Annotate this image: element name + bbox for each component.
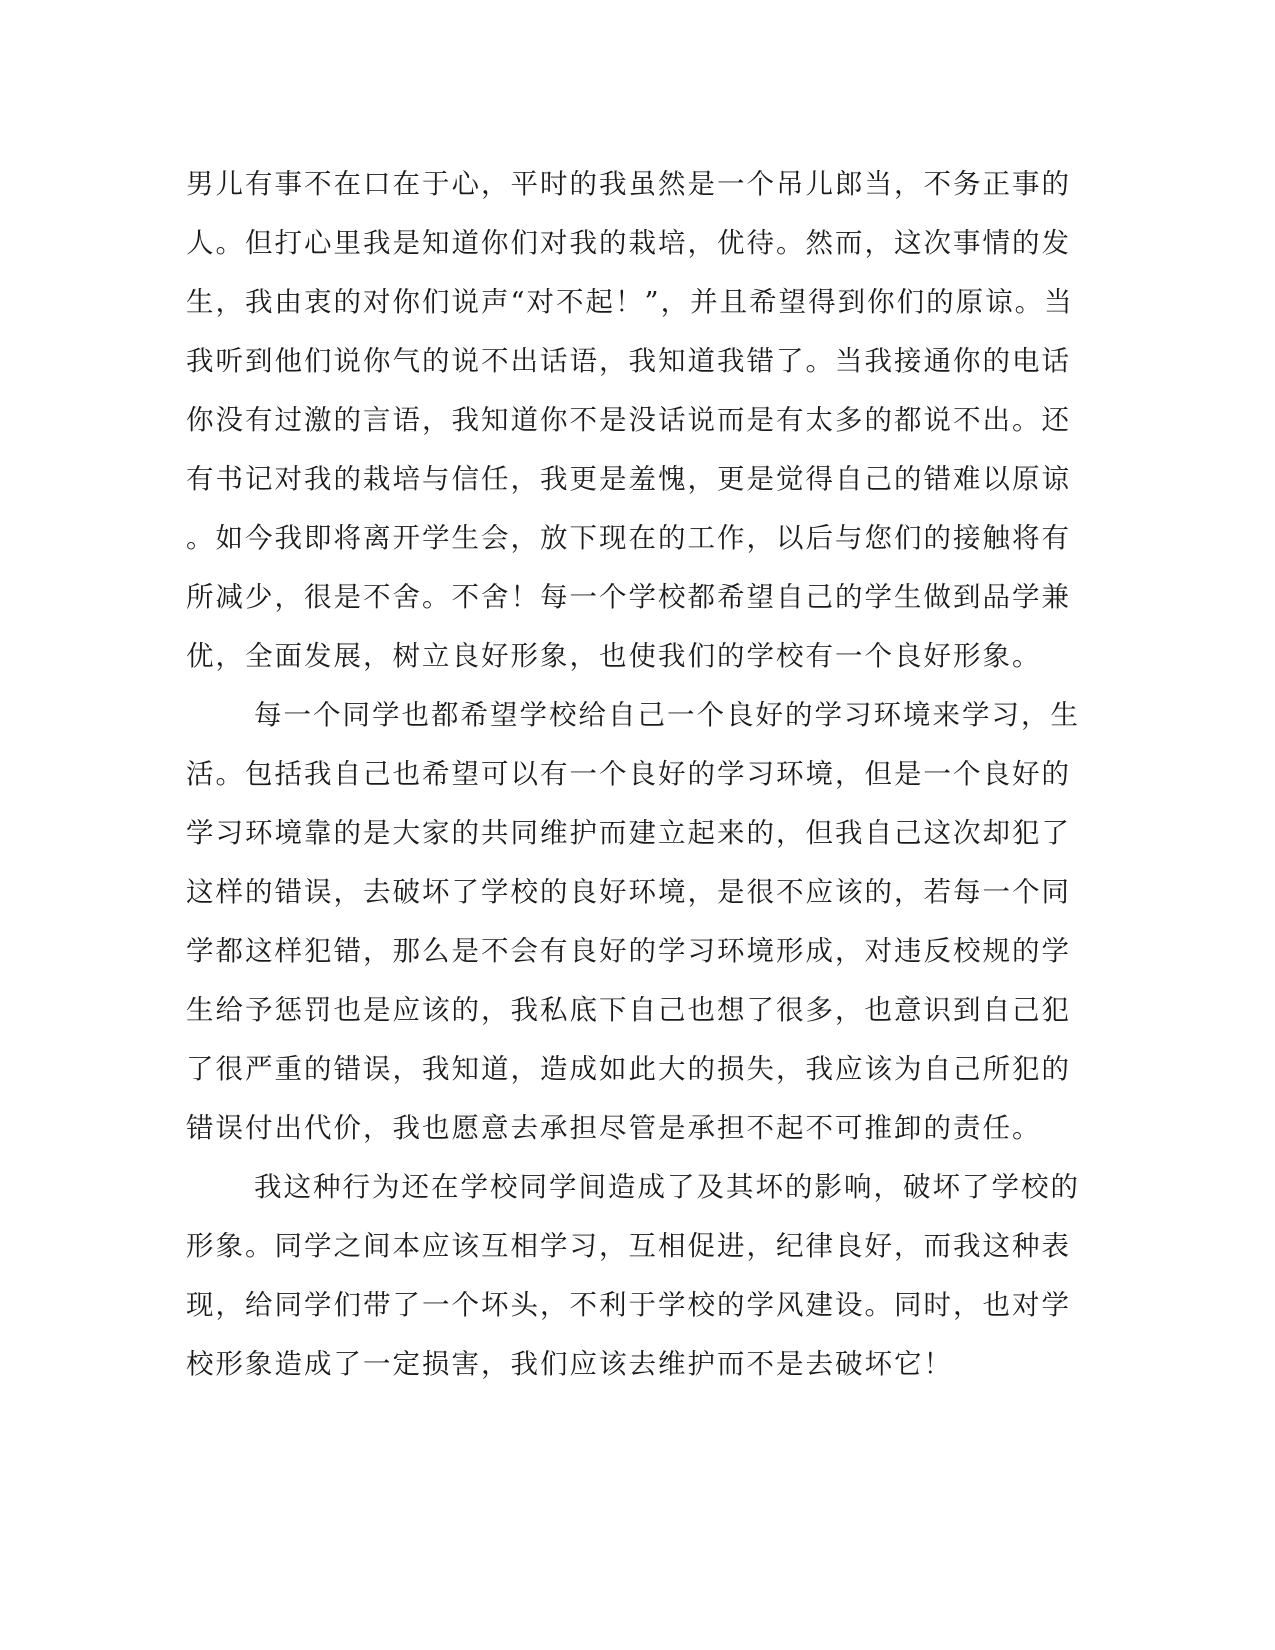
- text-line: 。如今我即将离开学生会，放下现在的工作，以后与您们的接触将有: [186, 522, 1071, 554]
- text-line: 错误付出代价，我也愿意去承担尽管是承担不起不可推卸的责任。: [186, 1112, 1042, 1144]
- text-line: 活。包括我自己也希望可以有一个良好的学习环境，但是一个良好的: [186, 758, 1071, 790]
- text-line: 人。但打心里我是知道你们对我的栽培，优待。然而，这次事情的发: [186, 227, 1071, 259]
- text-line: 你没有过激的言语，我知道你不是没话说而是有太多的都说不出。还: [186, 404, 1071, 436]
- text-line: 有书记对我的栽培与信任，我更是羞愧，更是觉得自己的错难以原谅: [186, 463, 1071, 495]
- text-line: 生给予惩罚也是应该的，我私底下自己也想了很多，也意识到自己犯: [186, 994, 1071, 1026]
- text-line: 现，给同学们带了一个坏头，不利于学校的学风建设。同时，也对学: [186, 1289, 1071, 1321]
- text-line: 优，全面发展，树立良好形象，也使我们的学校有一个良好形象。: [186, 640, 1042, 672]
- paragraph-first-line: 每一个同学也都希望学校给自己一个良好的学习环境来学习，生: [254, 699, 1080, 731]
- text-line: 了很严重的错误，我知道，造成如此大的损失，我应该为自己所犯的: [186, 1053, 1071, 1085]
- text-line: 这样的错误，去破坏了学校的良好环境，是很不应该的，若每一个同: [186, 876, 1071, 908]
- text-line: 生，我由衷的对你们说声“对不起！”，并且希望得到你们的原谅。当: [186, 286, 1074, 318]
- text-line: 学都这样犯错，那么是不会有良好的学习环境形成，对违反校规的学: [186, 935, 1071, 967]
- text-line: 形象。同学之间本应该互相学习，互相促进，纪律良好，而我这种表: [186, 1230, 1071, 1262]
- text-line: 校形象造成了一定损害，我们应该去维护而不是去破坏它！: [186, 1348, 953, 1380]
- paragraph-first-line: 我这种行为还在学校同学间造成了及其坏的影响，破坏了学校的: [254, 1171, 1080, 1203]
- text-line: 男儿有事不在口在于心，平时的我虽然是一个吊儿郎当，不务正事的: [186, 168, 1071, 200]
- text-line: 所减少，很是不舍。不舍！每一个学校都希望自己的学生做到品学兼: [186, 581, 1071, 613]
- text-line: 我听到他们说你气的说不出话语，我知道我错了。当我接通你的电话: [186, 345, 1071, 377]
- text-line: 学习环境靠的是大家的共同维护而建立起来的，但我自己这次却犯了: [186, 817, 1071, 849]
- body-text: [186, 155, 1080, 1394]
